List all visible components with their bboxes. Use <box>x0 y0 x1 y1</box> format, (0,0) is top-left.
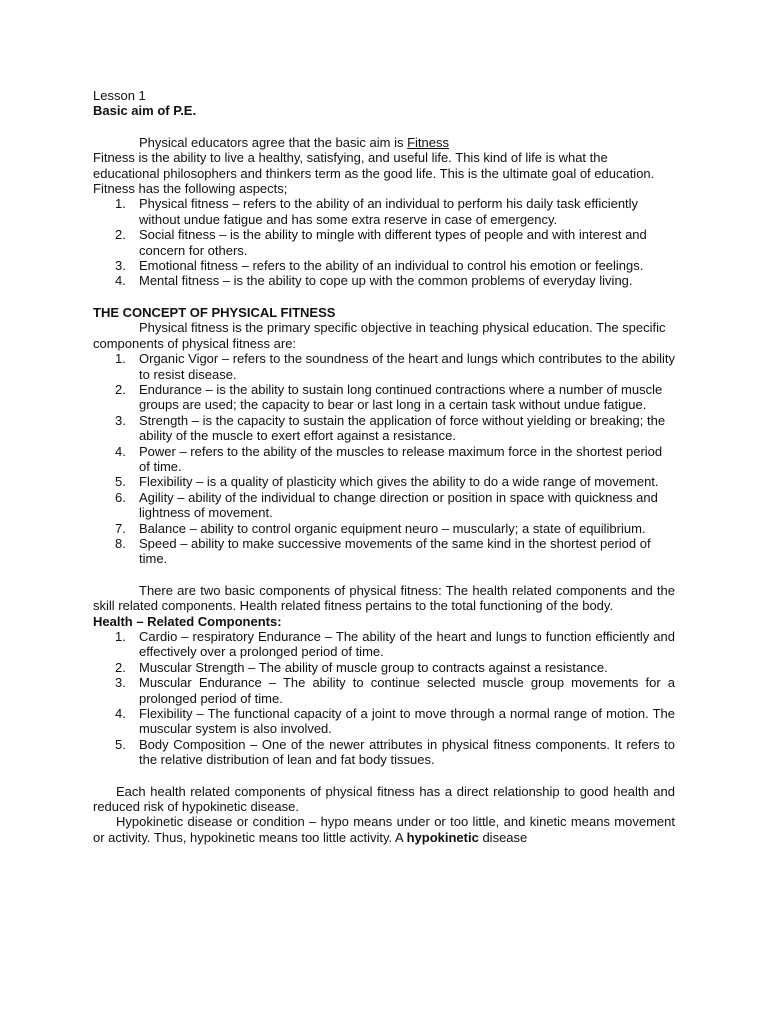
concept-heading: THE CONCEPT OF PHYSICAL FITNESS <box>93 304 336 320</box>
list-item <box>93 382 675 413</box>
list-item <box>93 273 675 288</box>
relationship-paragraph: Each health related components of physical fitness has a direct relationship to good health and reduced risk of hypokinetic disease. <box>93 783 675 815</box>
item-number: 1. <box>115 196 126 212</box>
spacer <box>93 768 675 784</box>
list-item <box>93 660 675 675</box>
intro-body: Fitness is the ability to live a healthy, satisfying, and useful life. This kind of life is what the educational philosophers and thinkers term as the good life. This is the ultimate goal of education. Fitness has the following aspects; <box>93 150 655 197</box>
item-number: 7. <box>115 520 126 536</box>
item-number: 8. <box>115 535 126 551</box>
spacer <box>93 119 675 135</box>
list-item <box>93 227 675 258</box>
intro-lead-text: Physical educators agree that the basic aim is <box>139 134 408 150</box>
fitness-keyword: Fitness <box>407 134 449 150</box>
item-text: Physical fitness – refers to the ability of an individual to perform his daily task efficiently without undue fatigue and has some extra reserve in case of emergency. <box>139 196 639 227</box>
aspects-list <box>93 196 675 288</box>
item-text: Agility – ability of the individual to change direction or position in space with quickness and lightness of movement. <box>139 489 658 521</box>
item-text: Power – refers to the ability of the muscles to release maximum force in the shortest period of time. <box>139 443 663 474</box>
hypokinetic-tail: disease <box>478 829 528 845</box>
list-item <box>93 629 675 660</box>
list-item <box>93 521 675 536</box>
list-item <box>93 413 675 444</box>
list-item <box>93 258 675 273</box>
item-text: Organic Vigor – refers to the soundness of the heart and lungs which contributes to the ability to resist disease. <box>139 351 675 382</box>
spacer <box>93 289 675 305</box>
list-item <box>93 490 675 521</box>
list-item <box>93 196 675 227</box>
item-text: Social fitness – is the ability to mingle with different types of people and with interest and concern for others. <box>139 227 647 258</box>
spacer <box>93 567 675 583</box>
document-body <box>93 88 675 845</box>
item-number: 2. <box>115 381 126 397</box>
hypokinetic-paragraph <box>93 814 675 845</box>
item-number: 4. <box>115 273 126 289</box>
item-text: Muscular Endurance – The ability to continue selected muscle group movements for a prolonged period of time. <box>139 675 675 706</box>
item-number: 3. <box>115 412 126 428</box>
item-text: Flexibility – The functional capacity of a joint to move through a normal range of motion. The muscular system is also involved. <box>139 706 675 737</box>
item-number: 3. <box>115 675 126 691</box>
list-item <box>93 706 675 737</box>
item-text: Emotional fitness – refers to the ability of an individual to control his emotion or feelings. <box>139 258 644 274</box>
components-list <box>93 351 675 567</box>
health-heading: Health – Related Components: <box>93 613 282 629</box>
concept-intro: Physical fitness is the primary specific objective in teaching physical education. The specific components of physical fitness are: <box>93 320 666 351</box>
intro-lead <box>93 135 675 150</box>
item-text: Speed – ability to make successive movements of the same kind in the shortest period of time. <box>139 535 651 567</box>
list-item <box>93 737 675 768</box>
item-text: Balance – ability to control organic equipment neuro – muscularly; a state of equilibrium. <box>139 520 646 536</box>
lesson-label: Lesson 1 <box>93 88 146 103</box>
item-text: Endurance – is the ability to sustain long continued contractions where a number of muscle groups are used; the capacity to bear or last long in a certain task without undue fatigue. <box>139 381 663 413</box>
page-title: Basic aim of P.E. <box>93 103 197 119</box>
item-number: 4. <box>115 443 126 459</box>
health-components-list <box>93 629 675 768</box>
item-text: Body Composition – One of the newer attributes in physical fitness components. It refers to the relative distribution of lean and fat body tissues. <box>139 736 675 768</box>
item-text: Mental fitness – is the ability to cope up with the common problems of everyday living. <box>139 273 633 289</box>
item-number: 4. <box>115 706 126 722</box>
hypokinetic-bold: hypokinetic <box>406 829 479 845</box>
item-text: Strength – is the capacity to sustain the application of force without yielding or breaking; the ability of the muscle to exert effort against a resistance. <box>139 412 666 444</box>
item-number: 1. <box>115 629 126 644</box>
item-number: 5. <box>115 474 126 490</box>
item-number: 2. <box>115 659 126 675</box>
list-item <box>93 474 675 489</box>
item-number: 3. <box>115 258 126 274</box>
item-text: Flexibility – is a quality of plasticity which gives the ability to do a wide range of movement. <box>139 474 659 490</box>
item-number: 2. <box>115 227 126 243</box>
hypokinetic-text: Hypokinetic disease or condition – hypo means under or too little, and kinetic means movement or activity. Thus, hypokinetic means too little activity. A <box>93 814 675 845</box>
list-item <box>93 351 675 382</box>
list-item <box>93 675 675 706</box>
item-number: 1. <box>115 351 126 367</box>
item-number: 5. <box>115 736 126 752</box>
item-text: Muscular Strength – The ability of muscle group to contracts against a resistance. <box>139 659 608 675</box>
basic-components-paragraph: There are two basic components of physical fitness: The health related components and the skill related components. Health related fitness pertains to the total functioning of the body. <box>93 582 675 614</box>
list-item <box>93 444 675 475</box>
item-text: Cardio – respiratory Endurance – The ability of the heart and lungs to function efficiently and effectively over a prolonged period of time. <box>139 629 675 660</box>
item-number: 6. <box>115 489 126 505</box>
list-item <box>93 536 675 567</box>
